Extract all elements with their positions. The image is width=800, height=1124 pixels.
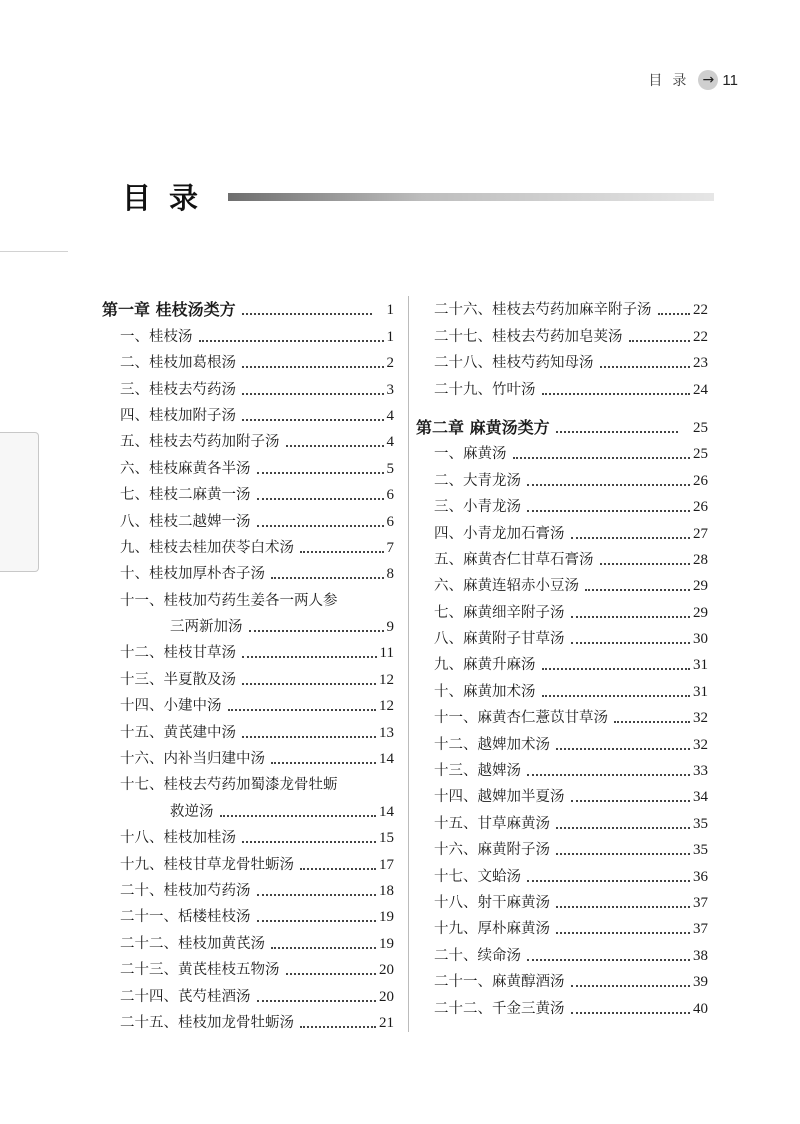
toc-entry-page: 35 xyxy=(693,842,708,859)
dot-leader xyxy=(600,563,691,565)
toc-entry[interactable] xyxy=(416,860,708,886)
page-title: 目录 xyxy=(122,181,217,215)
toc-entry[interactable] xyxy=(416,294,708,320)
toc-entry[interactable] xyxy=(102,611,394,637)
toc-entry[interactable] xyxy=(416,517,708,543)
dot-leader xyxy=(556,431,678,433)
dot-leader xyxy=(257,525,384,527)
dot-leader xyxy=(571,800,691,802)
toc-entry-page: 22 xyxy=(693,328,708,345)
decorative-line xyxy=(0,251,68,252)
running-head-label: 目录 xyxy=(648,73,697,89)
toc-entry-page: 29 xyxy=(693,578,708,595)
toc-entry-title: 十一、桂枝加芍药生姜各一两人参 xyxy=(120,592,338,609)
toc-entry-title: 十一、麻黄杏仁薏苡甘草汤 xyxy=(434,710,608,727)
dot-leader xyxy=(571,985,691,987)
toc-entry-page: 8 xyxy=(386,566,394,583)
toc-entry-page: 26 xyxy=(693,499,708,516)
toc-entry-page: 29 xyxy=(693,604,708,621)
toc-entry[interactable] xyxy=(416,702,708,728)
toc-entry[interactable] xyxy=(102,743,394,769)
toc-entry-title: 四、小青龙加石膏汤 xyxy=(434,525,565,542)
toc-entry[interactable] xyxy=(416,966,708,992)
toc-entry-title: 八、麻黄附子甘草汤 xyxy=(434,631,565,648)
toc-entry[interactable] xyxy=(416,570,708,596)
toc-entry[interactable] xyxy=(102,716,394,742)
dot-leader xyxy=(556,748,690,750)
toc-entry[interactable] xyxy=(102,980,394,1006)
toc-entry[interactable] xyxy=(102,532,394,558)
toc-entry-page: 1 xyxy=(386,328,394,345)
toc-entry[interactable] xyxy=(416,438,708,464)
dot-leader xyxy=(199,340,384,342)
toc-entry[interactable] xyxy=(416,834,708,860)
dot-leader xyxy=(527,510,690,512)
dot-leader xyxy=(556,906,690,908)
dot-leader xyxy=(571,616,691,618)
dot-leader xyxy=(542,695,691,697)
toc-entry-title: 十二、越婢加术汤 xyxy=(434,736,550,753)
toc-entry-page: 19 xyxy=(379,909,394,926)
toc-entry-title: 二十、续命汤 xyxy=(434,947,521,964)
toc-entry-title: 第一章 桂枝汤类方 xyxy=(102,300,236,320)
dot-leader xyxy=(527,959,690,961)
dot-leader xyxy=(257,472,384,474)
toc-entry-page: 17 xyxy=(379,856,394,873)
toc-entry-title: 十七、桂枝去芍药加蜀漆龙骨牡蛎 xyxy=(120,777,338,794)
toc-entry-page: 23 xyxy=(693,355,708,372)
dot-leader xyxy=(271,577,384,579)
toc-entry-title: 九、桂枝去桂加茯苓白术汤 xyxy=(120,539,294,556)
toc-entry-page: 25 xyxy=(693,419,708,436)
dot-leader xyxy=(571,642,691,644)
toc-entry-page: 11 xyxy=(379,645,394,662)
toc-entry-page: 20 xyxy=(379,962,394,979)
toc-entry[interactable] xyxy=(416,491,708,517)
dot-leader xyxy=(527,774,690,776)
toc-entry[interactable] xyxy=(416,939,708,965)
toc-entry-page: 40 xyxy=(693,1000,708,1017)
toc-entry-title: 三、小青龙汤 xyxy=(434,499,521,516)
toc-entry-title: 十六、内补当归建中汤 xyxy=(120,751,265,768)
toc-entry-title: 十九、桂枝甘草龙骨牡蛎汤 xyxy=(120,856,294,873)
toc-entry-title: 二十二、千金三黄汤 xyxy=(434,1000,565,1017)
toc-left-column xyxy=(102,294,394,1033)
toc-entry-page: 6 xyxy=(386,513,394,530)
dot-leader xyxy=(257,920,377,922)
toc-entry-page: 13 xyxy=(379,724,394,741)
toc-entry[interactable] xyxy=(102,927,394,953)
dot-leader xyxy=(242,313,372,315)
toc-entry[interactable] xyxy=(416,675,708,701)
toc-entry-page: 3 xyxy=(386,381,394,398)
toc-entry[interactable] xyxy=(416,320,708,346)
toc-entry[interactable] xyxy=(102,373,394,399)
toc-entry-title: 二十、桂枝加芍药汤 xyxy=(120,882,251,899)
dot-leader xyxy=(257,498,384,500)
toc-entry-title: 二十七、桂枝去芍药加皂荚汤 xyxy=(434,328,623,345)
toc-entry-title: 十九、厚朴麻黄汤 xyxy=(434,921,550,938)
dot-leader xyxy=(242,736,376,738)
toc-entry[interactable] xyxy=(416,347,708,373)
dot-leader xyxy=(249,630,384,632)
toc-entry-title: 八、桂枝二越婢一汤 xyxy=(120,513,251,530)
toc-entry[interactable] xyxy=(416,596,708,622)
toc-entry-page: 15 xyxy=(379,830,394,847)
toc-entry-page: 30 xyxy=(693,631,708,648)
dot-leader xyxy=(600,366,691,368)
dot-leader xyxy=(300,551,384,553)
toc-entry[interactable] xyxy=(102,795,394,821)
toc-entry[interactable] xyxy=(102,400,394,426)
toc-entry-title: 十七、文蛤汤 xyxy=(434,868,521,885)
toc-entry[interactable] xyxy=(416,755,708,781)
toc-entry-page: 4 xyxy=(386,407,394,424)
toc-entry-page: 9 xyxy=(386,619,394,636)
toc-entry-page: 14 xyxy=(379,751,394,768)
toc-entry-title: 十三、半夏散及汤 xyxy=(120,671,236,688)
running-head xyxy=(648,68,738,92)
dot-leader xyxy=(300,1026,376,1028)
toc-entry-title: 十四、小建中汤 xyxy=(120,698,222,715)
toc-entry-page: 32 xyxy=(693,736,708,753)
dot-leader xyxy=(286,445,384,447)
toc-entry[interactable] xyxy=(102,347,394,373)
toc-chapter-entry[interactable] xyxy=(416,412,708,438)
toc-entry-page: 32 xyxy=(693,710,708,727)
dot-leader xyxy=(257,894,377,896)
toc-entry[interactable] xyxy=(102,901,394,927)
toc-entry-title: 三两新加汤 xyxy=(170,619,243,636)
toc-entry-title: 十四、越婢加半夏汤 xyxy=(434,789,565,806)
toc-entry-page: 34 xyxy=(693,789,708,806)
toc-entry-page: 33 xyxy=(693,763,708,780)
dot-leader xyxy=(658,313,691,315)
toc-entry[interactable] xyxy=(416,544,708,570)
toc-entry-page: 37 xyxy=(693,894,708,911)
dot-leader xyxy=(242,841,376,843)
dot-leader xyxy=(571,537,691,539)
toc-entry-title: 十五、黄芪建中汤 xyxy=(120,724,236,741)
dot-leader xyxy=(556,827,690,829)
dot-leader xyxy=(527,484,690,486)
toc-entry-page: 7 xyxy=(386,539,394,556)
dot-leader xyxy=(300,868,376,870)
dot-leader xyxy=(242,419,384,421)
toc-entry[interactable] xyxy=(102,505,394,531)
running-head-page-number: 11 xyxy=(722,71,738,89)
toc-entry[interactable] xyxy=(416,649,708,675)
toc-entry-page: 22 xyxy=(693,302,708,319)
toc-entry[interactable] xyxy=(102,479,394,505)
toc-entry[interactable] xyxy=(102,663,394,689)
toc-entry-title: 六、麻黄连轺赤小豆汤 xyxy=(434,578,579,595)
toc-entry-title: 五、麻黄杏仁甘草石膏汤 xyxy=(434,551,594,568)
toc-entry[interactable] xyxy=(416,373,708,399)
toc-entry-title: 四、桂枝加附子汤 xyxy=(120,407,236,424)
toc-entry-title: 二十一、栝楼桂枝汤 xyxy=(120,909,251,926)
toc-entry[interactable] xyxy=(102,822,394,848)
dot-leader xyxy=(242,656,377,658)
toc-entry-page: 28 xyxy=(693,551,708,568)
toc-entry-title: 六、桂枝麻黄各半汤 xyxy=(120,460,251,477)
dot-leader xyxy=(513,457,691,459)
toc-entry-title: 二、桂枝加葛根汤 xyxy=(120,355,236,372)
dot-leader xyxy=(271,762,376,764)
dot-leader xyxy=(542,668,691,670)
toc-entry-title: 救逆汤 xyxy=(170,803,214,820)
toc-entry-title: 十八、射干麻黄汤 xyxy=(434,894,550,911)
toc-entry-page: 6 xyxy=(386,487,394,504)
dot-leader xyxy=(228,709,377,711)
toc-entry-page: 31 xyxy=(693,683,708,700)
dot-leader xyxy=(527,880,690,882)
toc-entry-title: 十、麻黄加术汤 xyxy=(434,683,536,700)
toc-entry[interactable] xyxy=(102,637,394,663)
side-tab xyxy=(0,432,39,572)
dot-leader xyxy=(220,815,377,817)
toc-entry-title: 第二章 麻黄汤类方 xyxy=(416,417,550,437)
toc-entry-title: 一、麻黄汤 xyxy=(434,446,507,463)
column-divider xyxy=(408,296,409,1032)
toc-entry-page: 35 xyxy=(693,815,708,832)
toc-entry[interactable] xyxy=(102,426,394,452)
toc-entry[interactable] xyxy=(102,320,394,346)
toc-entry[interactable] xyxy=(102,769,394,795)
toc-entry-title: 二十四、芪芍桂酒汤 xyxy=(120,988,251,1005)
toc-entry[interactable] xyxy=(416,913,708,939)
toc-entry-page: 20 xyxy=(379,988,394,1005)
toc-entry-page: 1 xyxy=(386,302,394,319)
toc-entry-title: 十六、麻黄附子汤 xyxy=(434,842,550,859)
toc-entry[interactable] xyxy=(102,558,394,584)
toc-entry[interactable] xyxy=(102,1007,394,1033)
toc-entry-page: 12 xyxy=(379,698,394,715)
toc-entry-title: 二十三、黄芪桂枝五物汤 xyxy=(120,962,280,979)
dot-leader xyxy=(571,1012,691,1014)
toc-entry-page: 31 xyxy=(693,657,708,674)
toc-entry-title: 二十一、麻黄醇酒汤 xyxy=(434,974,565,991)
dot-leader xyxy=(556,932,690,934)
dot-leader xyxy=(556,853,690,855)
dot-leader xyxy=(271,947,376,949)
dot-leader xyxy=(286,973,377,975)
toc-entry-title: 一、桂枝汤 xyxy=(120,328,193,345)
toc-entry-title: 十二、桂枝甘草汤 xyxy=(120,645,236,662)
toc-entry-title: 二、大青龙汤 xyxy=(434,472,521,489)
toc-entry[interactable] xyxy=(102,690,394,716)
toc-entry-title: 十三、越婢汤 xyxy=(434,763,521,780)
toc-entry[interactable] xyxy=(416,887,708,913)
toc-entry-title: 七、桂枝二麻黄一汤 xyxy=(120,487,251,504)
toc-entry-page: 25 xyxy=(693,446,708,463)
toc-entry-title: 十五、甘草麻黄汤 xyxy=(434,815,550,832)
toc-entry-title: 二十六、桂枝去芍药加麻辛附子汤 xyxy=(434,302,652,319)
toc-entry-title: 二十八、桂枝芍药知母汤 xyxy=(434,355,594,372)
toc-entry-title: 十、桂枝加厚朴杏子汤 xyxy=(120,566,265,583)
toc-entry-page: 2 xyxy=(386,355,394,372)
toc-entry-page: 39 xyxy=(693,974,708,991)
toc-entry[interactable] xyxy=(102,452,394,478)
toc-entry-title: 三、桂枝去芍药汤 xyxy=(120,381,236,398)
toc-entry-title: 五、桂枝去芍药加附子汤 xyxy=(120,434,280,451)
title-rule xyxy=(228,193,714,201)
toc-entry[interactable] xyxy=(416,623,708,649)
toc-chapter-entry[interactable] xyxy=(102,294,394,320)
toc-entry[interactable] xyxy=(416,781,708,807)
toc-entry-title: 二十五、桂枝加龙骨牡蛎汤 xyxy=(120,1014,294,1031)
toc-entry[interactable] xyxy=(416,728,708,754)
toc-right-column xyxy=(416,294,708,1019)
toc-entry[interactable] xyxy=(102,848,394,874)
toc-entry-title: 二十九、竹叶汤 xyxy=(434,381,536,398)
toc-entry-title: 九、麻黄升麻汤 xyxy=(434,657,536,674)
toc-entry-title: 七、麻黄细辛附子汤 xyxy=(434,604,565,621)
dot-leader xyxy=(257,1000,377,1002)
toc-entry-page: 12 xyxy=(379,671,394,688)
toc-entry[interactable] xyxy=(416,464,708,490)
toc-entry-page: 26 xyxy=(693,472,708,489)
toc-entry-page: 14 xyxy=(379,803,394,820)
dot-leader xyxy=(242,393,384,395)
toc-entry-page: 36 xyxy=(693,868,708,885)
toc-entry-title: 十八、桂枝加桂汤 xyxy=(120,830,236,847)
toc-entry-page: 37 xyxy=(693,921,708,938)
toc-entry-page: 27 xyxy=(693,525,708,542)
dot-leader xyxy=(542,393,691,395)
toc-entry-page: 5 xyxy=(386,460,394,477)
toc-entry[interactable] xyxy=(102,875,394,901)
arrow-right-icon: → xyxy=(698,70,718,90)
toc-entry[interactable] xyxy=(102,584,394,610)
dot-leader xyxy=(614,721,690,723)
toc-entry[interactable] xyxy=(416,807,708,833)
dot-leader xyxy=(629,340,691,342)
dot-leader xyxy=(242,683,376,685)
dot-leader xyxy=(242,366,384,368)
toc-entry[interactable] xyxy=(102,954,394,980)
toc-entry-page: 4 xyxy=(386,434,394,451)
toc-entry-page: 18 xyxy=(379,882,394,899)
dot-leader xyxy=(585,589,690,591)
toc-entry-page: 24 xyxy=(693,381,708,398)
toc-entry-title: 二十二、桂枝加黄芪汤 xyxy=(120,935,265,952)
toc-entry-page: 21 xyxy=(379,1014,394,1031)
toc-entry-page: 19 xyxy=(379,935,394,952)
toc-entry[interactable] xyxy=(416,992,708,1018)
toc-entry-page: 38 xyxy=(693,947,708,964)
